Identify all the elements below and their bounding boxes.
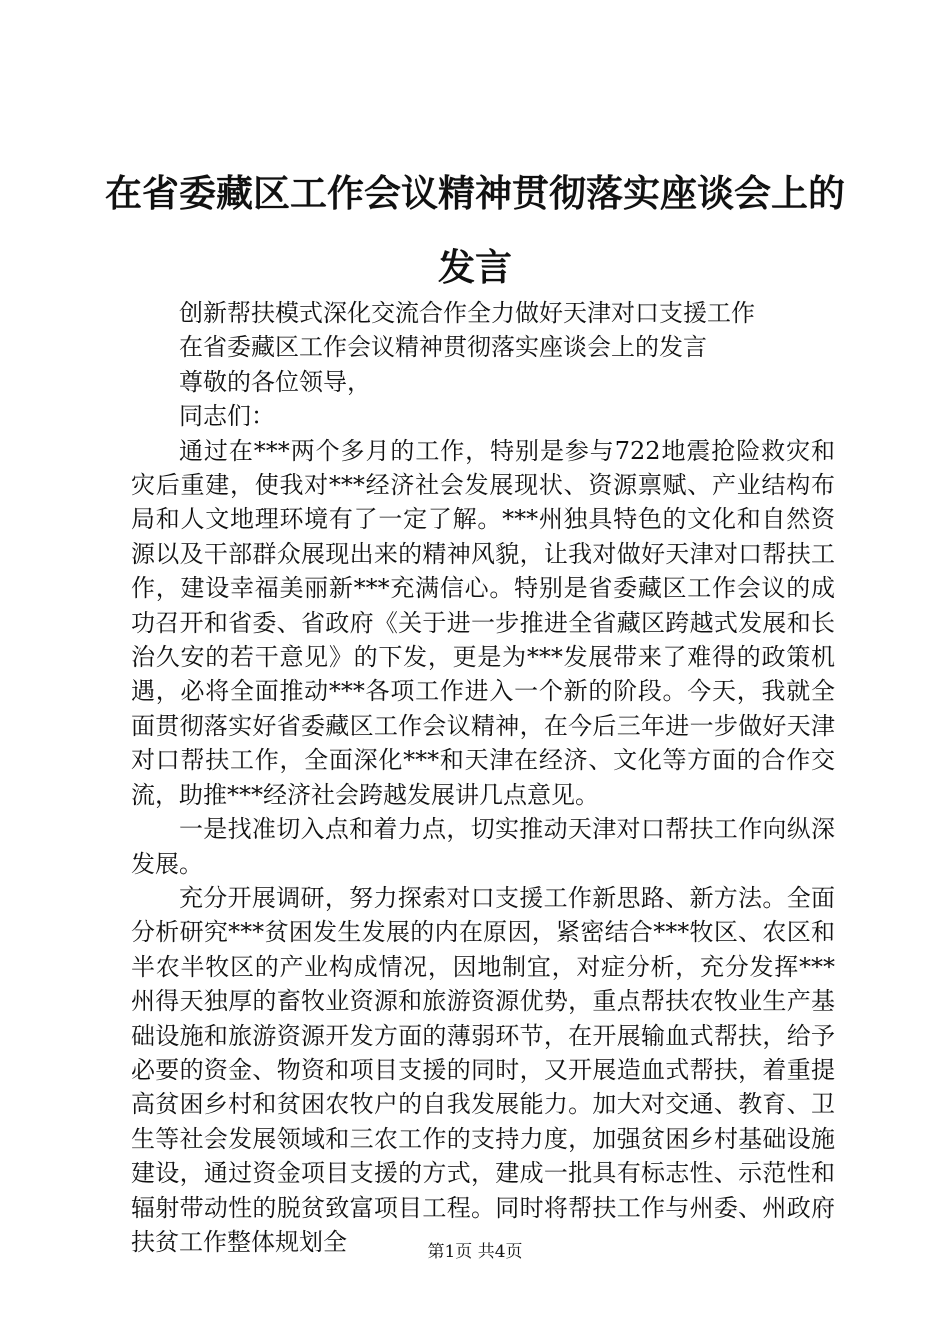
page-footer: 第1页 共4页 xyxy=(427,1242,523,1262)
subtitle-paragraph: 创新帮扶模式深化交流合作全力做好天津对口支援工作 xyxy=(179,299,755,327)
salutation-paragraph: 尊敬的各位领导， xyxy=(179,367,371,396)
body-paragraph: 充分开展调研，努力探索对口支援工作新思路、新方法。全面分析研究***贫困发生发展的内在原因，紧密结合***牧区、农区和半农半牧区的产业构成情况，因地制宜，对症分析，充分发挥***州得天独厚的畜牧业资源和旅游资源优势，重点帮扶农牧业生产基础设施和旅游资源开发方面的薄弱环节，在开展输血式帮扶，给予必要的资金、物资和项目支援的同时，又开展造血式帮扶，着重提高贫困乡村和贫困农牧户的自我发展能力。加大对交通、教育、卫生等社会发展领域和三农工作的支持力度，加强贫困乡村基础设施建设，通过资金项目支援的方式，建成一批具有标志性、示范性和辐射带动性的脱贫致富项目工程。同时将帮扶工作与州委、州政府扶贫工作整体规划全 xyxy=(131,883,835,1256)
body-paragraph: 通过在***两个多月的工作，特别是参与722地震抢险救灾和灾后重建，使我对***经济社会发展现状、资源禀赋、产业结构布局和人文地理环境有了一定了解。***州独具特色的文化和自然资源以及干部群众展现出来的精神风貌，让我对做好天津对口帮扶工作，建设幸福美丽新***充满信心。特别是省委藏区工作会议的成功召开和省委、省政府《关于进一步推进全省藏区跨越式发展和长治久安的若干意见》的下发，更是为***发展带来了难得的政策机遇，必将全面推动***各项工作进入一个新的阶段。今天，我就全面贯彻落实好省委藏区工作会议精神，在今后三年进一步做好天津对口帮扶工作，全面深化***和天津在经济、文化等方面的合作交流，助推***经济社会跨越发展讲几点意见。 xyxy=(131,436,835,809)
salutation-paragraph: 同志们： xyxy=(179,402,275,431)
title-line-2: 发言 xyxy=(438,245,512,289)
document-title xyxy=(100,156,850,304)
body-paragraph: 一是找准切入点和着力点，切实推动天津对口帮扶工作向纵深发展。 xyxy=(131,815,835,878)
document-body xyxy=(131,296,835,1259)
subtitle-paragraph: 在省委藏区工作会议精神贯彻落实座谈会上的发言 xyxy=(179,333,707,362)
title-line-1: 在省委藏区工作会议精神贯彻落实座谈会上的 xyxy=(105,171,845,215)
